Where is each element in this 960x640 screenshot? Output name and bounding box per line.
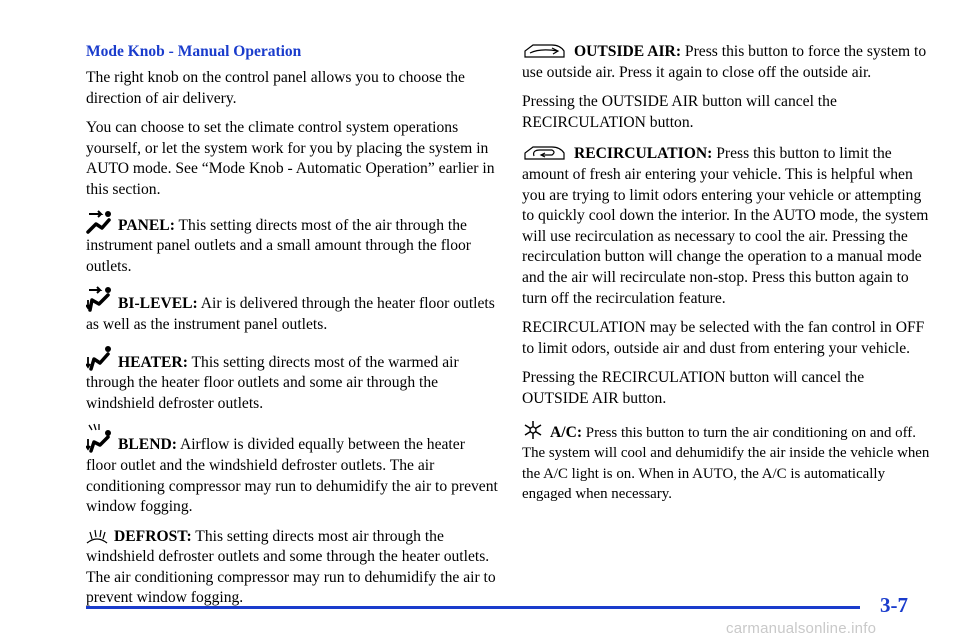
left-column: [86, 40, 498, 618]
heater-mode-icon: [86, 345, 112, 371]
recirc-note: RECIRCULATION may be selected with the fan control in OFF to limit odors, outside air and dust from entering your vehicle.: [522, 319, 925, 357]
outside-air-icon: [522, 40, 568, 60]
mode-description: This setting directs most of the warmed air through the heater floor outlets and some air through the windshield defroster outlets.: [86, 353, 459, 412]
bilevel-mode-icon: [86, 286, 112, 312]
mode-term: BLEND:: [118, 436, 177, 454]
mode-term: PANEL:: [118, 216, 175, 234]
defrost-mode-icon: [86, 529, 108, 545]
recirc-note: Pressing the RECIRCULATION button will cancel the OUTSIDE AIR button.: [522, 369, 865, 407]
ac-snowflake-icon: [522, 419, 544, 441]
mode-description: Air is delivered through the heater floor outlets as well as the instrument panel outlets.: [86, 295, 495, 333]
mode-defrost-item: [86, 527, 498, 609]
button-description: Press this button to force the system to use outside air. Press it again to close off the outside air.: [522, 43, 927, 81]
page-number: 3-7: [880, 593, 908, 617]
mode-description: This setting directs most of the air through the instrument panel outlets and a small amount through the floor outlets.: [86, 216, 472, 275]
button-description: Press this button to turn the air conditioning on and off. The system will cool and dehumidify the air inside the vehicle when the A/C light is on. When in AUTO, the A/C is automatically engaged when necessary.: [522, 424, 930, 503]
button-term: OUTSIDE AIR:: [574, 43, 682, 60]
right-column: [522, 40, 934, 514]
outside-air-note: Pressing the OUTSIDE AIR button will cancel the RECIRCULATION button.: [522, 93, 837, 131]
mode-description: This setting directs most air through the windshield defroster outlets and some through the heater outlets. The air conditioning compressor may run to dehumidify the air to prevent window fogging.: [86, 527, 496, 607]
mode-heater-item: [86, 345, 498, 415]
button-term: RECIRCULATION:: [574, 145, 713, 163]
button-description: Press this button to limit the amount of fresh air entering your vehicle. This is helpful when you are trying to limit odors entering your vehicle or attempting to quickly cool down the interior. In the AUTO mode, the system will use recirculation as necessary to cool the air. Pressing the recirculation button will change the operation to a manual mode and the air will recirculate non-stop. Press this button again to turn off the recirculation feature.: [522, 145, 929, 307]
recirculation-item: [522, 142, 934, 309]
mode-term: BI-LEVEL:: [118, 295, 198, 313]
mode-panel-item: [86, 210, 498, 278]
recirculation-icon: [522, 142, 568, 162]
mode-blend-item: [86, 423, 498, 517]
panel-mode-icon: [86, 210, 112, 234]
blend-mode-icon: [86, 423, 112, 453]
intro-paragraph: The right knob on the control panel allows you to choose the direction of air delivery.: [86, 69, 465, 107]
outside-air-item: [522, 40, 934, 83]
ac-item: [522, 419, 934, 505]
section-heading: Mode Knob - Manual Operation: [86, 43, 302, 60]
footer-rule: [86, 606, 860, 609]
intro-paragraph: You can choose to set the climate control system operations yourself, or let the system work for you by placing the system in AUTO mode. See “Mode Knob - Automatic Operation” earlier in this section.: [86, 119, 495, 198]
mode-bilevel-item: [86, 286, 498, 335]
mode-term: HEATER:: [118, 353, 188, 371]
mode-description: Airflow is divided equally between the heater floor outlet and the windshield defroster outlets. The air conditioning compressor may run to dehumidify the air to prevent window fogging.: [86, 436, 498, 516]
mode-term: DEFROST:: [114, 527, 192, 545]
button-term: A/C:: [550, 423, 583, 441]
watermark: carmanualsonline.info: [726, 620, 877, 637]
